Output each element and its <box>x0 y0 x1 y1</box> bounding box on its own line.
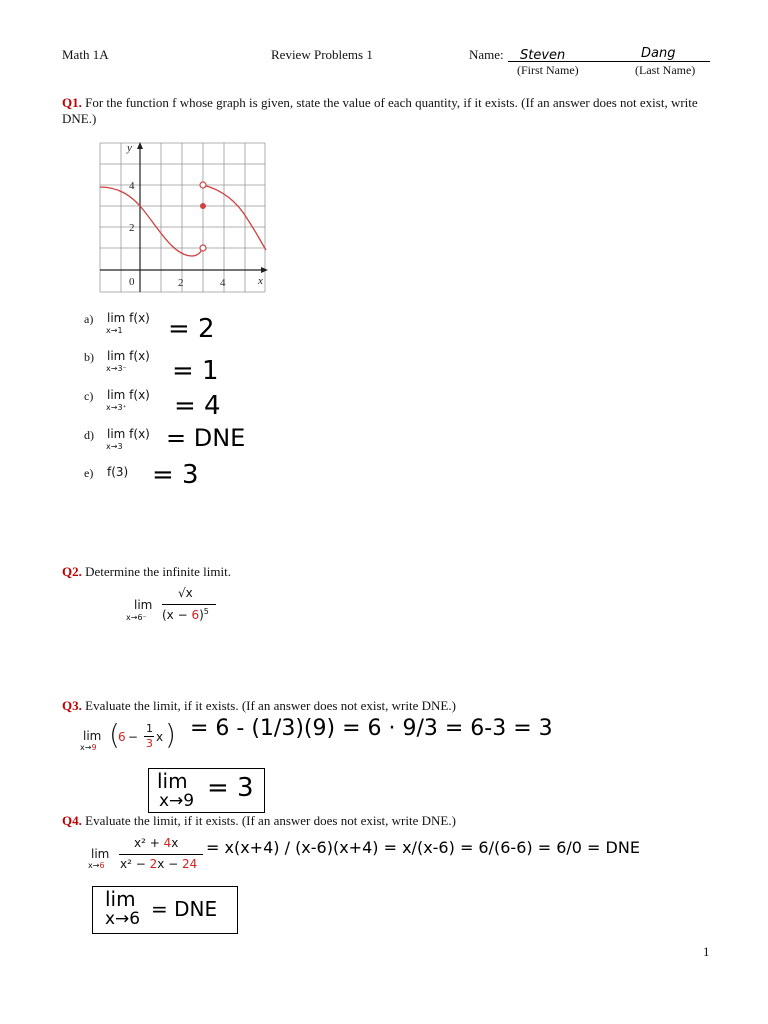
q4-box-answer: = DNE <box>151 897 218 921</box>
q3-text: Evaluate the limit, if it exists. (If an answer does not exist, write DNE.) <box>85 698 456 713</box>
q3-sub-pre: x→ <box>80 743 92 752</box>
q3-six: 6 <box>118 730 126 744</box>
q3-x: x <box>156 730 164 744</box>
part-letter: d) <box>84 428 94 442</box>
q4-box-lim: lim <box>105 887 136 911</box>
part-expr: lim f(x) <box>107 349 150 363</box>
last-name-value: Dang <box>641 46 676 61</box>
part-letter: c) <box>84 389 94 403</box>
q4-den-mid: x − <box>157 857 183 871</box>
q3-prompt <box>62 698 456 714</box>
q3-box-lim: lim <box>157 769 188 793</box>
part-expr: f(3) <box>107 465 129 479</box>
open-dot-lower <box>200 245 206 251</box>
part-answer: = 3 <box>152 460 199 490</box>
q2-expression <box>126 588 246 628</box>
part-letter: a) <box>84 312 94 326</box>
q4-lim-sub <box>88 861 105 870</box>
name-label: Name: <box>469 47 504 62</box>
q3-sub-red: 9 <box>91 743 97 752</box>
q4-work: = x(x+4) / (x-6)(x+4) = x/(x-6) = 6/(6-6) = 6/0 = DNE <box>206 838 640 857</box>
q3-box-sub: x→9 <box>159 791 195 811</box>
q1-prompt <box>62 95 712 127</box>
origin-label: 0 <box>129 276 135 288</box>
q1-function-graph <box>98 140 270 296</box>
first-name-caption: (First Name) <box>517 63 579 77</box>
q4-numerator <box>134 836 178 850</box>
y-tick-label: 2 <box>129 222 135 234</box>
part-sub: x→3 <box>106 442 123 451</box>
q1-label: Q1. <box>62 95 82 110</box>
q2-prompt <box>62 564 231 580</box>
q2-den-exp: 5 <box>203 607 209 616</box>
q4-den-red2: 24 <box>182 857 198 871</box>
part-sub: x→3⁺ <box>106 403 127 412</box>
x-tick-label: 4 <box>220 277 226 289</box>
q2-den-post: ) <box>199 608 204 622</box>
q2-fraction-bar <box>162 604 216 605</box>
q4-text: Evaluate the limit, if it exists. (If an answer does not exist, write DNE.) <box>85 813 456 828</box>
part-answer: = 2 <box>168 314 215 344</box>
q3-lim: lim <box>83 729 102 743</box>
part-expr: lim f(x) <box>107 427 150 441</box>
q4-num-pre: x² + <box>134 836 164 850</box>
filled-dot <box>200 203 206 209</box>
q3-box-answer: = 3 <box>207 773 254 803</box>
part-expr: lim f(x) <box>107 311 150 325</box>
part-expr: lim f(x) <box>107 388 150 402</box>
open-dot-upper <box>200 182 206 188</box>
curve-right <box>203 185 266 250</box>
q4-den-red1: 2 <box>149 857 158 871</box>
q3-lim-sub <box>80 743 97 752</box>
q3-answer-box <box>148 768 265 813</box>
curve-left <box>100 187 203 256</box>
q3-paren-close: ) <box>165 718 176 751</box>
part-sub: x→1 <box>106 326 123 335</box>
q4-lim: lim <box>91 847 110 861</box>
q4-num-red: 4 <box>163 836 172 850</box>
course-label: Math 1A <box>62 47 109 62</box>
q3-minus: − <box>124 730 142 744</box>
x-axis-label: x <box>258 275 263 287</box>
q4-box-sub: x→6 <box>105 909 141 929</box>
q4-denominator <box>120 857 197 871</box>
page-title: Review Problems 1 <box>271 47 373 62</box>
q3-expression <box>80 718 180 762</box>
part-answer: = 1 <box>172 356 219 386</box>
q3-work: = 6 - (1/3)(9) = 6 · 9/3 = 6-3 = 3 <box>190 716 553 741</box>
q1-text: For the function f whose graph is given, state the value of each quantity, if it exists. (If an answer does not exist, write DNE.) <box>62 95 698 126</box>
x-tick-label: 2 <box>178 277 184 289</box>
q4-sub-pre: x→ <box>88 861 100 870</box>
q2-den-pre: (x − <box>162 608 192 622</box>
q2-den-red: 6 <box>191 608 200 622</box>
q4-expression <box>88 836 208 880</box>
q4-answer-box <box>92 886 238 934</box>
q4-den-pre: x² − <box>120 857 150 871</box>
part-answer: = DNE <box>166 424 246 452</box>
q2-numerator: √x <box>178 586 193 600</box>
q2-lim: lim <box>134 598 153 612</box>
q2-text: Determine the infinite limit. <box>85 564 231 579</box>
q4-prompt <box>62 813 456 829</box>
q3-frac-num: 1 <box>146 722 153 735</box>
q4-sub-red: 6 <box>99 861 105 870</box>
q4-num-post: x <box>171 836 179 850</box>
first-name-value: Steven <box>520 48 566 63</box>
y-axis-label: y <box>127 142 132 154</box>
q4-label: Q4. <box>62 813 82 828</box>
q2-label: Q2. <box>62 564 82 579</box>
part-sub: x→3⁻ <box>106 364 127 373</box>
q4-frac-bar <box>119 854 203 855</box>
q2-lim-sub: x→6⁻ <box>126 613 147 622</box>
last-name-caption: (Last Name) <box>635 63 696 77</box>
q3-frac-den: 3 <box>146 737 153 750</box>
page-number: 1 <box>703 944 710 959</box>
q3-paren-open: ( <box>109 718 120 751</box>
y-tick-label: 4 <box>129 180 135 192</box>
part-answer: = 4 <box>174 391 221 421</box>
q2-denominator <box>162 607 209 622</box>
q3-label: Q3. <box>62 698 82 713</box>
part-letter: e) <box>84 466 94 480</box>
part-letter: b) <box>84 350 94 364</box>
